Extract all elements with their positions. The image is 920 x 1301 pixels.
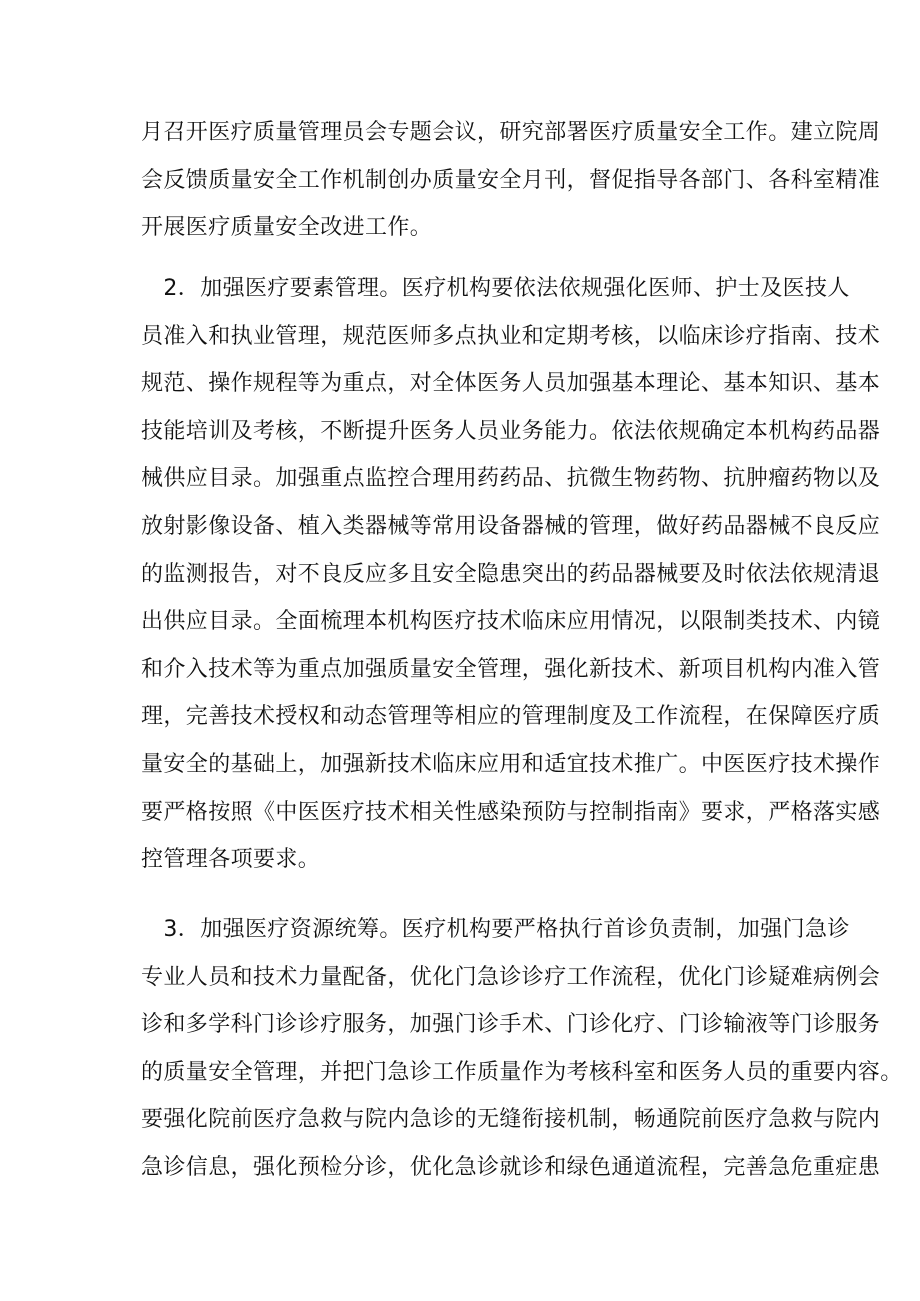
paragraph-3-resource-coordination bbox=[141, 906, 903, 1192]
text-line: 控管理各项要求。 bbox=[141, 847, 321, 873]
text-line: 会反馈质量安全工作机制创办质量安全月刊，督促指导各部门、各科室精准 bbox=[141, 167, 881, 193]
text-line: 规范、操作规程等为重点，对全体医务人员加强基本理论、基本知识、基本 bbox=[141, 371, 881, 397]
paragraph-1 bbox=[141, 109, 881, 252]
text-line: 要强化院前医疗急救与院内急诊的无缝衔接机制，畅通院前医疗急救与院内 bbox=[141, 1107, 881, 1133]
text-line: 的监测报告，对不良反应多且安全隐患突出的药品器械要及时依法依规清退 bbox=[141, 561, 881, 587]
text-line: 放射影像设备、植入类器械等常用设备器械的管理，做好药品器械不良反应 bbox=[141, 513, 881, 539]
text-line: 和介入技术等为重点加强质量安全管理，强化新技术、新项目机构内准入管 bbox=[141, 656, 881, 682]
text-line: 要严格按照《中医医疗技术相关性感染预防与控制指南》要求，严格落实感 bbox=[141, 799, 881, 825]
text-line: 出供应目录。全面梳理本机构医疗技术临床应用情况，以限制类技术、内镜 bbox=[141, 609, 881, 635]
text-line: 开展医疗质量安全改进工作。 bbox=[141, 215, 433, 241]
text-line: 急诊信息，强化预检分诊，优化急诊就诊和绿色通道流程，完善急危重症患 bbox=[141, 1154, 881, 1180]
text-line: 2．加强医疗要素管理。医疗机构要依法依规强化医师、护士及医技人 bbox=[141, 276, 850, 301]
paragraph-2-element-management bbox=[141, 265, 881, 884]
text-line: 月召开医疗质量管理员会专题会议，研究部署医疗质量安全工作。建立院周 bbox=[141, 120, 881, 145]
text-line: 的质量安全管理，并把门急诊工作质量作为考核科室和医务人员的重要内容。 bbox=[141, 1059, 903, 1085]
text-line: 理，完善技术授权和动态管理等相应的管理制度及工作流程，在保障医疗质 bbox=[141, 704, 881, 730]
text-line: 3．加强医疗资源统筹。医疗机构要严格执行首诊负责制，加强门急诊 bbox=[141, 917, 850, 942]
text-line: 量安全的基础上，加强新技术临床应用和适宜技术推广。中医医疗技术操作 bbox=[141, 751, 881, 777]
text-line: 诊和多学科门诊诊疗服务，加强门诊手术、门诊化疗、门诊输液等门诊服务 bbox=[141, 1012, 881, 1038]
text-line: 技能培训及考核，不断提升医务人员业务能力。依法依规确定本机构药品器 bbox=[141, 418, 881, 444]
text-line: 员准入和执业管理，规范医师多点执业和定期考核，以临床诊疗指南、技术 bbox=[141, 323, 881, 349]
text-line: 专业人员和技术力量配备，优化门急诊诊疗工作流程，优化门诊疑难病例会 bbox=[141, 964, 881, 990]
text-line: 械供应目录。加强重点监控合理用药药品、抗微生物药物、抗肿瘤药物以及 bbox=[141, 466, 881, 492]
